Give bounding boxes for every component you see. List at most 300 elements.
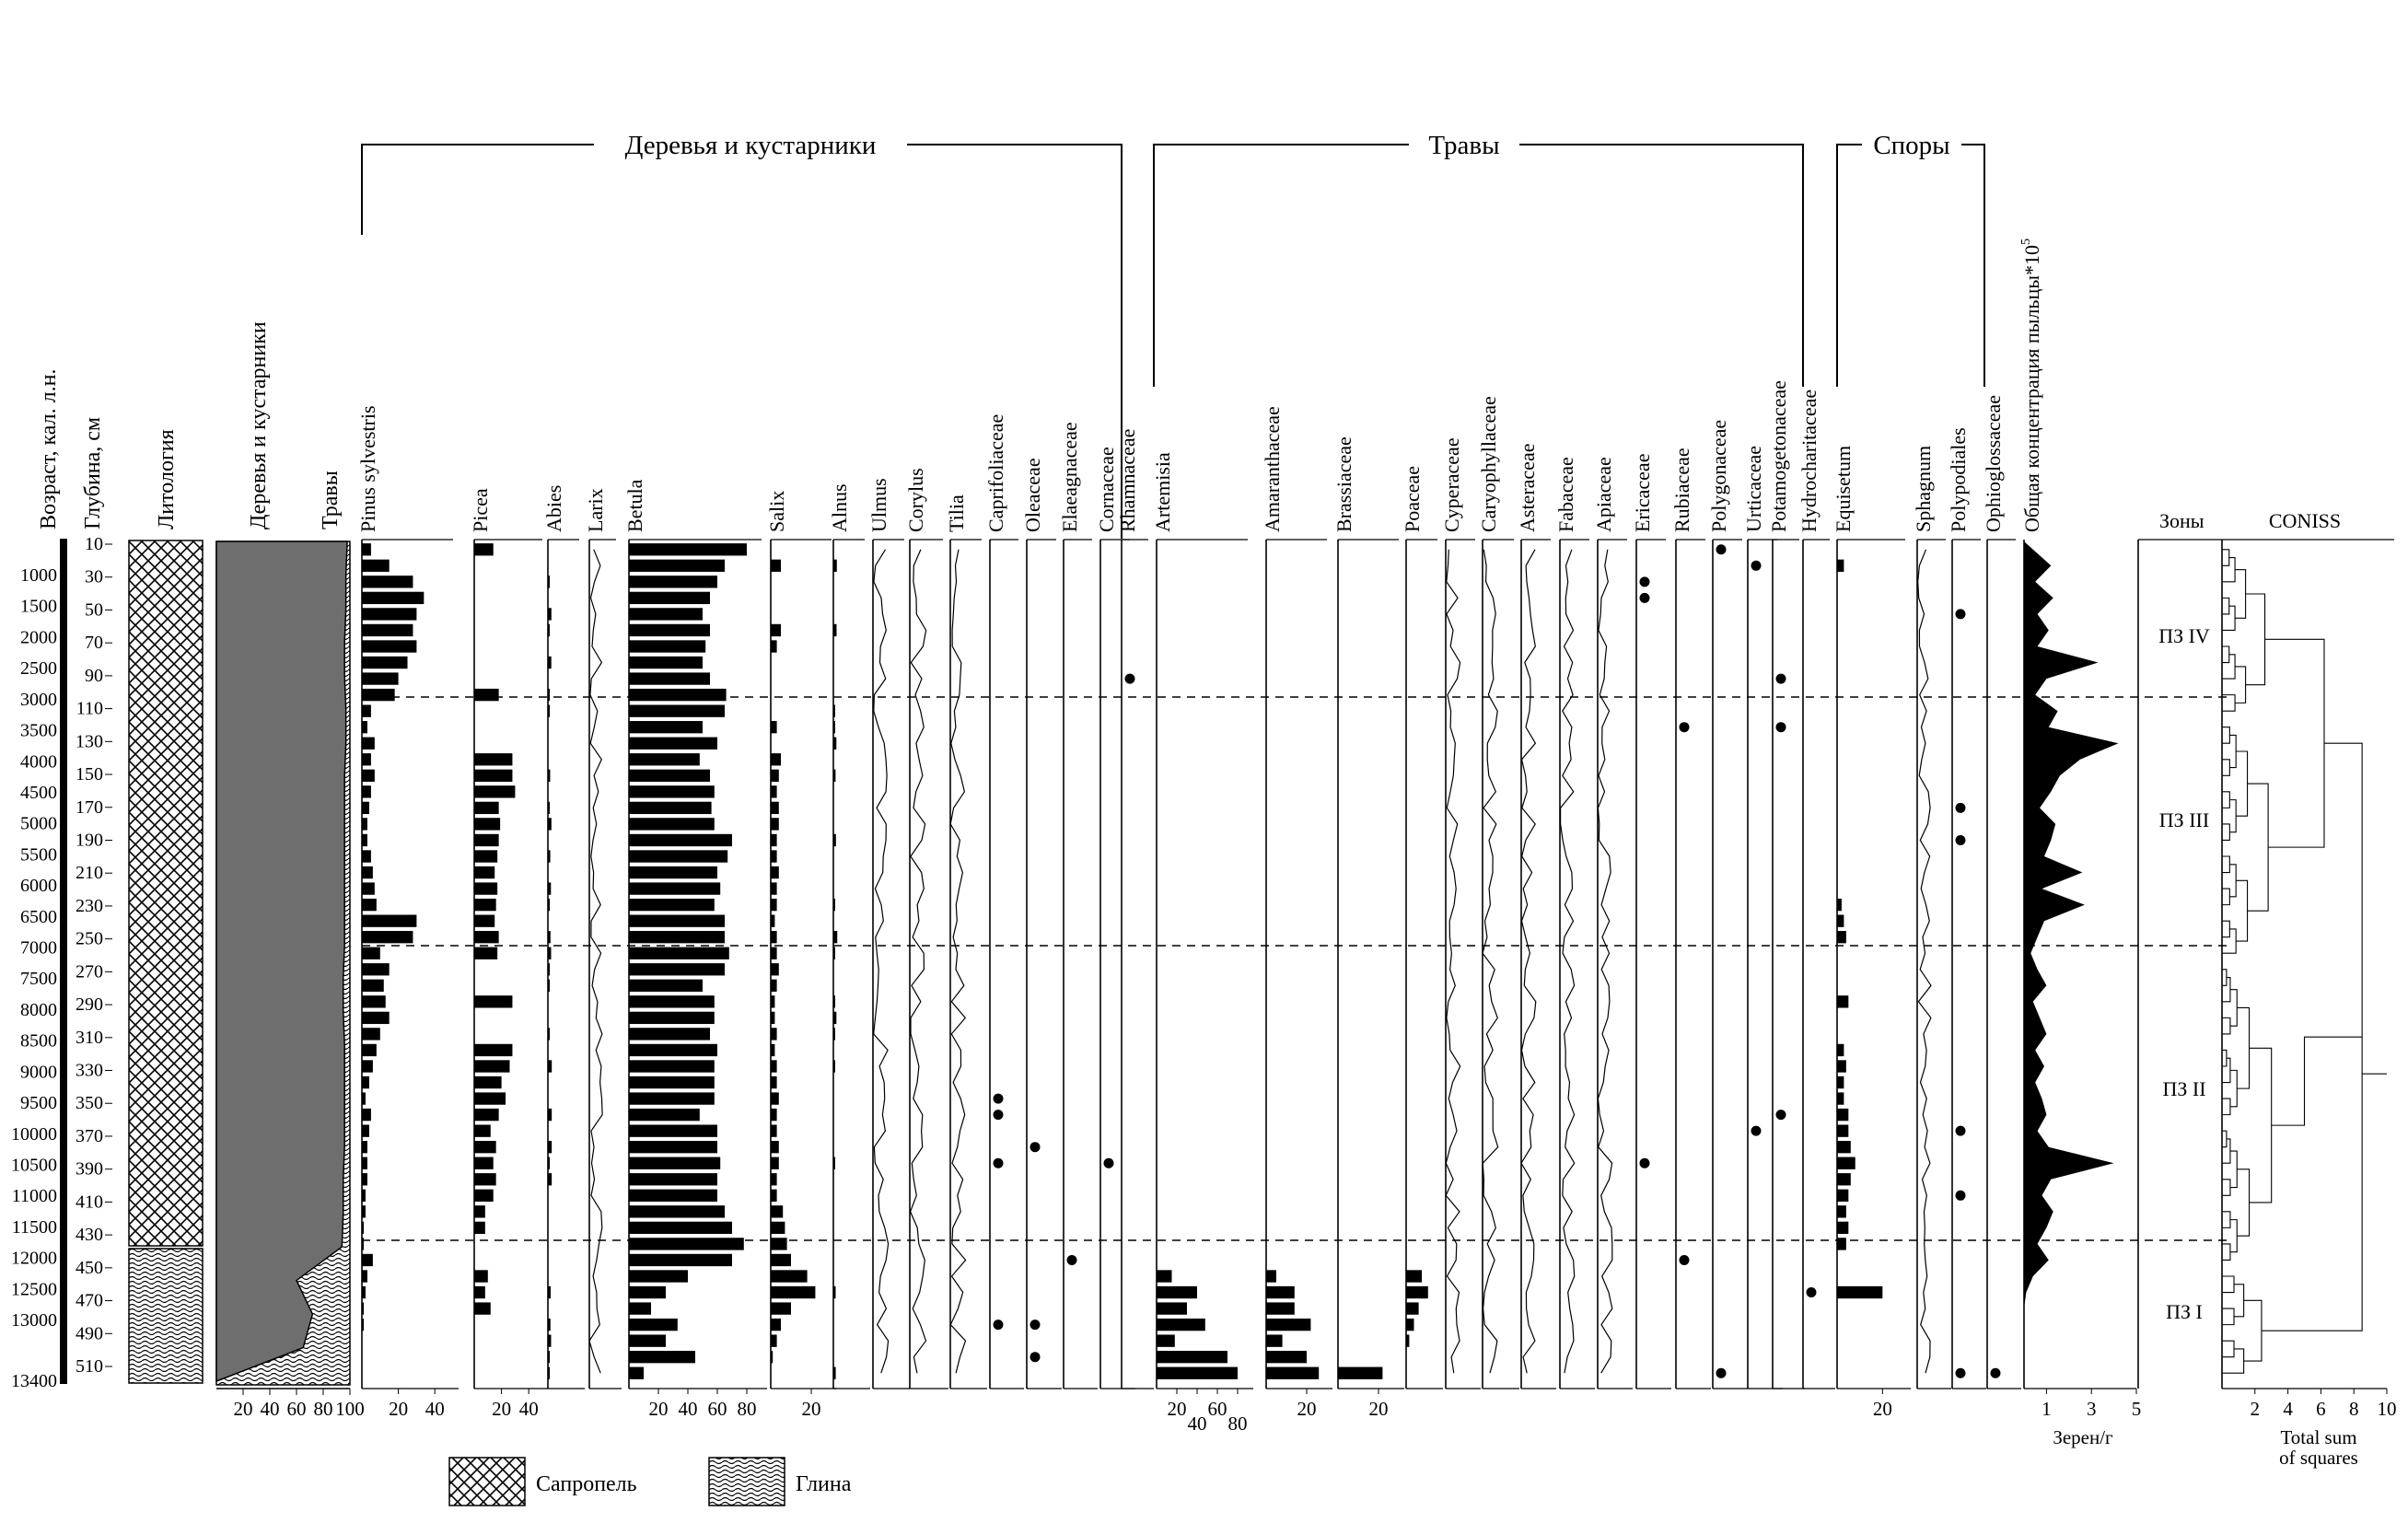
coniss-branch [2235,570,2246,619]
pollen-bar [362,704,371,716]
zone-label: ПЗ II [2162,1077,2206,1100]
pollen-dot [1991,1368,2001,1378]
pollen-bar [629,1205,725,1217]
taxon-tick-label: 20 [492,1398,512,1420]
pollen-bar [474,1286,485,1298]
concentration-column [2019,238,2141,1448]
pollen-bar [771,995,774,1007]
age-tick-label: 11000 [11,1186,57,1207]
summary-trees-label: Деревья и кустарники [247,321,271,529]
pollen-bar [548,1060,552,1072]
legend-sapropel-swatch [449,1458,525,1506]
coniss-tick-label: 8 [2348,1398,2359,1420]
pollen-bar [548,1141,552,1153]
pollen-bar [771,980,777,992]
pollen-dot [1640,1158,1650,1168]
pollen-bar [629,1319,678,1331]
pollen-bar [548,689,550,701]
lithology-clay [129,1249,203,1383]
taxon-label: Betula [623,479,646,532]
pollen-bar [474,1060,509,1072]
lithology-sapropel [129,541,203,1246]
pollen-bar [629,543,747,555]
pollen-bar [362,1109,371,1121]
taxon-tick-label: 20 [1872,1398,1892,1420]
pollen-bar [1157,1319,1205,1331]
depth-tick-label: 50 [85,599,103,621]
taxon-column [1631,454,1671,1389]
taxon-label: Poaceae [1401,465,1424,532]
pollen-bar [474,1141,496,1153]
pollen-dot [1030,1142,1041,1152]
taxon-tick-label: 20 [389,1398,409,1420]
taxon-column [1021,458,1062,1389]
pollen-bar [548,657,552,668]
coniss-branch [2229,735,2236,767]
pollen-bar [833,834,836,846]
taxon-label: Hydrocharitaceae [1797,389,1821,532]
concentration-title: Общая концентрация $пыльцы*10^5$ [2019,238,2043,532]
pollen-bar [1406,1334,1409,1346]
pollen-bar [833,1367,836,1379]
taxon-label: Ophioglossaceae [1982,394,2005,532]
pollen-bar [629,866,717,878]
summary-herbs-label: Травы [319,471,343,529]
pollen-bar [548,980,550,992]
pollen-bar [771,640,777,652]
pollen-bar [474,1302,491,1314]
pollen-bar [362,1124,369,1136]
pollen-bar [548,818,552,830]
pollen-bar [833,770,835,782]
pollen-bar [629,1334,666,1346]
coniss-title: CONISS [2268,509,2342,532]
pollen-bar [1157,1367,1238,1379]
pollen-bar [833,560,837,572]
taxon-tick-label: 20 [1368,1398,1389,1420]
pollen-bar [362,592,424,604]
pollen-bar [629,1124,717,1136]
depth-tick-label: 410 [76,1192,103,1213]
taxon-label: Larix [584,488,607,532]
taxon-tick-label: 20 [1297,1398,1317,1420]
pollen-bar [833,899,835,911]
taxon-column [1516,444,1556,1389]
taxon-column [1332,436,1404,1420]
pollen-bar [629,721,703,733]
pollen-bar [362,899,377,911]
pollen-bar [629,1190,717,1202]
pollen-bar [548,624,550,636]
pollen-bar [362,543,371,555]
pollen-curve [1918,550,1931,1373]
summary-trees-area [216,541,347,1381]
pollen-dot [1956,1368,1966,1378]
depth-tick-label: 190 [76,830,103,851]
pollen-bar [1157,1270,1172,1282]
pollen-bar [548,1109,552,1121]
pollen-bar [1837,1092,1844,1104]
pollen-bar [1837,899,1842,911]
pollen-bar [771,560,781,572]
pollen-bar [833,624,836,636]
taxon-tick-label: 60 [707,1398,727,1420]
age-tick-label: 4500 [20,782,57,803]
pollen-bar [1266,1270,1276,1282]
pollen-bar [548,704,550,716]
taxon-column [1707,420,1748,1389]
pollen-bar [629,963,725,975]
coniss-branch [2234,1285,2244,1317]
coniss-branch [2222,1276,2234,1293]
pollen-bar [362,818,367,830]
pollen-bar [474,1076,502,1088]
pollen-bar [771,1124,777,1136]
age-tick-labels [11,565,57,1391]
coniss-branch [2236,751,2247,816]
taxon-column [765,491,837,1420]
pollen-bar [833,721,835,733]
pollen-bar [474,753,512,765]
pollen-bar [629,1286,666,1298]
pollen-bar [771,802,779,814]
taxon-label: Sphagnum [1912,445,1935,532]
pollen-bar [362,1205,366,1217]
taxon-column [867,478,910,1389]
age-tick-label: 3000 [20,689,57,710]
pollen-bar [548,1334,551,1346]
coniss-branch [2230,1220,2237,1252]
coniss-branch [2235,667,2246,703]
taxon-label: Abies [542,484,565,532]
age-tick-label: 7500 [20,969,57,990]
taxon-column [1095,447,1135,1389]
taxon-label: Caprifoliaceae [984,413,1007,532]
pollen-bar [629,1028,710,1040]
pollen-bar [629,1173,717,1185]
taxon-column [1261,406,1332,1420]
pollen-bar [1157,1351,1227,1363]
pollen-bar [1837,560,1844,572]
pollen-bar [1837,995,1848,1007]
taxon-column [904,468,948,1389]
pollen-dot [1680,722,1690,732]
pollen-dot [1680,1255,1690,1265]
pollen-bar [1837,1222,1848,1234]
taxon-label: Polypodiales [1947,427,1970,532]
taxon-label: Asteraceae [1516,443,1539,532]
pollen-bar [1837,1060,1846,1072]
age-tick-label: 11500 [11,1216,57,1238]
pollen-bar [474,899,496,911]
group-trees-label: Деревья и кустарники [624,131,877,160]
pollen-bar [629,608,703,620]
pollen-bar [1157,1334,1175,1346]
pollen-bar [362,1092,366,1104]
pollen-dot [1030,1352,1041,1362]
pollen-bar [771,1157,779,1169]
pollen-dot [1716,1368,1727,1378]
pollen-dot [994,1094,1004,1104]
pollen-bar [1338,1367,1382,1379]
taxon-label: Tilia [945,494,968,532]
pollen-bar [474,1124,491,1136]
pollen-curve [874,550,889,1373]
taxon-label: Apiaceae [1592,457,1615,532]
pollen-dot [1956,835,1966,845]
taxon-label: Fabaceae [1554,457,1577,532]
pollen-bar [771,785,777,797]
pollen-bar [1406,1302,1419,1314]
pollen-bar [629,672,710,684]
pollen-bar [629,1302,651,1314]
concentration-tick-label: 5 [2131,1398,2142,1420]
pollen-bar [629,592,710,604]
pollen-bar [474,866,494,878]
pollen-bar [362,770,375,782]
coniss-branch [2222,1212,2230,1228]
taxon-label: Salix [765,490,788,532]
pollen-dot [994,1110,1004,1120]
pollen-bar [771,1092,779,1104]
age-tick-label: 5500 [20,844,57,866]
pollen-bar [771,1190,777,1202]
pollen-bar [474,543,494,555]
pollen-bar [629,704,725,716]
taxon-tick-label: 80 [1227,1413,1248,1435]
coniss-branch [2248,784,2269,911]
pollen-bar [1266,1334,1283,1346]
age-tick-label: 3500 [20,720,57,741]
pollen-bar [362,834,367,846]
zone-label: ПЗ III [2158,808,2210,831]
pollen-bar [362,640,416,652]
pollen-bar [1157,1302,1187,1314]
depth-column-label: Глубина, см [81,416,105,529]
depth-tick-labels [76,534,112,1377]
pollen-bar [771,931,777,943]
summary-tick-label: 80 [313,1398,333,1420]
taxon-label: Brassiaceae [1332,436,1355,532]
age-tick-label: 8500 [20,1030,57,1052]
pollen-bar [771,866,779,878]
taxon-column [1116,429,1154,1389]
pollen-bar [548,1157,550,1169]
taxon-column [623,479,767,1420]
pollen-bar [629,980,703,992]
depth-tick-label: 10 [85,534,103,554]
pollen-bar [1406,1319,1414,1331]
pollen-bar [629,1222,732,1234]
pollen-bar [771,721,777,733]
summary-tick-label: 20 [233,1398,253,1420]
pollen-bar [362,1286,366,1298]
pollen-dot [994,1158,1004,1168]
pollen-bar [629,657,703,668]
pollen-bar [362,1060,373,1072]
coniss-branch [2222,1349,2244,1373]
coniss-branch [2222,824,2229,841]
coniss-branch [2230,990,2237,1026]
pollen-bar [362,1190,366,1202]
pollen-bar [362,785,371,797]
pollen-dot [1030,1320,1041,1330]
pollen-bar [833,1157,835,1169]
pollen-bar [629,1157,720,1169]
coniss-branch [2222,929,2236,953]
pollen-bar [474,1044,512,1056]
pollen-bar [474,689,499,701]
pollen-bar [362,738,375,750]
age-tick-label: 7000 [20,937,57,959]
taxon-column [1947,427,1986,1389]
pollen-bar [629,753,700,765]
pollen-bar [474,995,512,1007]
coniss-xlabel-1: Total sum [2280,1426,2357,1448]
pollen-bar [362,1141,367,1153]
pollen-bar [548,899,550,911]
concentration-title-exponent: 5 [2019,238,2033,245]
taxon-label: Ulmus [867,478,890,532]
depth-tick-label: 430 [76,1225,103,1246]
pollen-bar [1406,1286,1428,1298]
pollen-bar [771,850,777,862]
pollen-bar [362,689,395,701]
taxon-tick-label: 40 [678,1398,698,1420]
taxon-tick-label: 80 [737,1398,757,1420]
pollen-bar [474,802,499,814]
pollen-bar [629,560,725,572]
taxon-tick-label: 40 [518,1398,539,1420]
taxon-column [1832,446,1911,1420]
taxon-label: Pinus sylvestris [356,405,379,532]
pollen-bar [833,1060,835,1072]
age-tick-label: 2500 [20,658,57,680]
coniss-tick-label: 10 [2377,1398,2397,1420]
pollen-bar [362,963,390,975]
pollen-bar [629,1044,717,1056]
pollen-bar [362,882,375,894]
coniss-branch [2222,1308,2234,1325]
age-tick-label: 5000 [20,813,57,834]
pollen-bar [362,721,367,733]
pollen-curve [1483,550,1498,1373]
pollen-bar [1266,1302,1295,1314]
coniss-branch [2222,606,2235,630]
depth-tick-label: 330 [76,1060,103,1081]
pollen-bar [771,834,777,846]
pollen-bar [771,1044,774,1056]
coniss-branch [2222,889,2229,905]
pollen-bar [629,1109,700,1121]
pollen-bar [1406,1270,1422,1282]
pollen-bar [629,785,715,797]
pollen-bar [362,1157,367,1169]
pollen-bar [362,657,408,668]
pollen-bar [771,963,779,975]
taxon-label: Oleaceae [1021,458,1044,532]
coniss-tick-label: 6 [2316,1398,2326,1420]
pollen-bar [474,834,499,846]
taxon-column [1912,446,1951,1389]
coniss-branch [2222,646,2229,663]
depth-tick-label: 350 [76,1093,103,1114]
pollen-bar [474,1205,485,1217]
pollen-bar [629,1141,717,1153]
pollen-bar [629,1060,715,1072]
pollen-bar [548,1367,550,1379]
pollen-dot [1640,593,1650,603]
pollen-bar [362,866,373,878]
group-herbs-label: Травы [1428,131,1500,160]
pollen-curve [911,550,926,1373]
pollen-bar [362,1076,369,1088]
pollen-bar [474,1157,494,1169]
legend-clay-swatch [709,1458,785,1506]
age-tick-label: 4000 [20,751,57,773]
coniss-branch [2222,1099,2230,1115]
pollen-bar [1837,1109,1848,1121]
age-tick-label: 6000 [20,876,57,897]
coniss-branch [2237,1169,2249,1236]
taxon-column [828,483,870,1389]
pollen-dot [1956,609,1966,619]
pollen-bar [548,770,550,782]
taxon-label: Picea [469,488,492,532]
pollen-bar [771,1286,815,1298]
taxon-column [984,414,1024,1389]
pollen-bar [362,1319,364,1331]
pollen-bar [629,802,712,814]
pollen-bar [548,850,551,862]
pollen-bar [833,1286,835,1298]
depth-tick-label: 450 [76,1257,103,1278]
pollen-bar [771,1319,781,1331]
pollen-dot [1776,1110,1786,1120]
taxon-tick-label: 20 [648,1398,669,1420]
depth-tick-label: 270 [76,961,103,982]
depth-tick-label: 470 [76,1290,103,1311]
pollen-dot [1807,1287,1817,1297]
pollen-bar [474,931,499,943]
pollen-bar [833,738,836,750]
pollen-bar [1266,1367,1319,1379]
pollen-bar [833,995,835,1007]
concentration-tick-label: 3 [2086,1398,2097,1420]
pollen-bar [629,1076,715,1088]
pollen-bar [548,1286,551,1298]
pollen-bar [1157,1286,1197,1298]
pollen-bar [474,914,494,926]
pollen-bar [629,640,705,652]
pollen-bar [629,1012,715,1024]
taxon-column [1401,466,1443,1389]
taxon-label: Polygonaceae [1707,419,1730,532]
pollen-bar [629,899,715,911]
pollen-bar [771,1012,774,1024]
pollen-bar [771,753,781,765]
pollen-bar [629,1367,644,1379]
age-tick-label: 1000 [20,565,57,586]
pollen-bar [771,1334,777,1346]
age-tick-label: 2000 [20,627,57,648]
depth-tick-label: 150 [76,764,103,785]
pollen-bar [362,1044,377,1056]
coniss-branch [2229,800,2236,832]
age-tick-label: 10000 [11,1123,57,1145]
taxon-label: Elaeagnaceae [1058,422,1081,532]
depth-tick-label: 250 [76,928,103,949]
